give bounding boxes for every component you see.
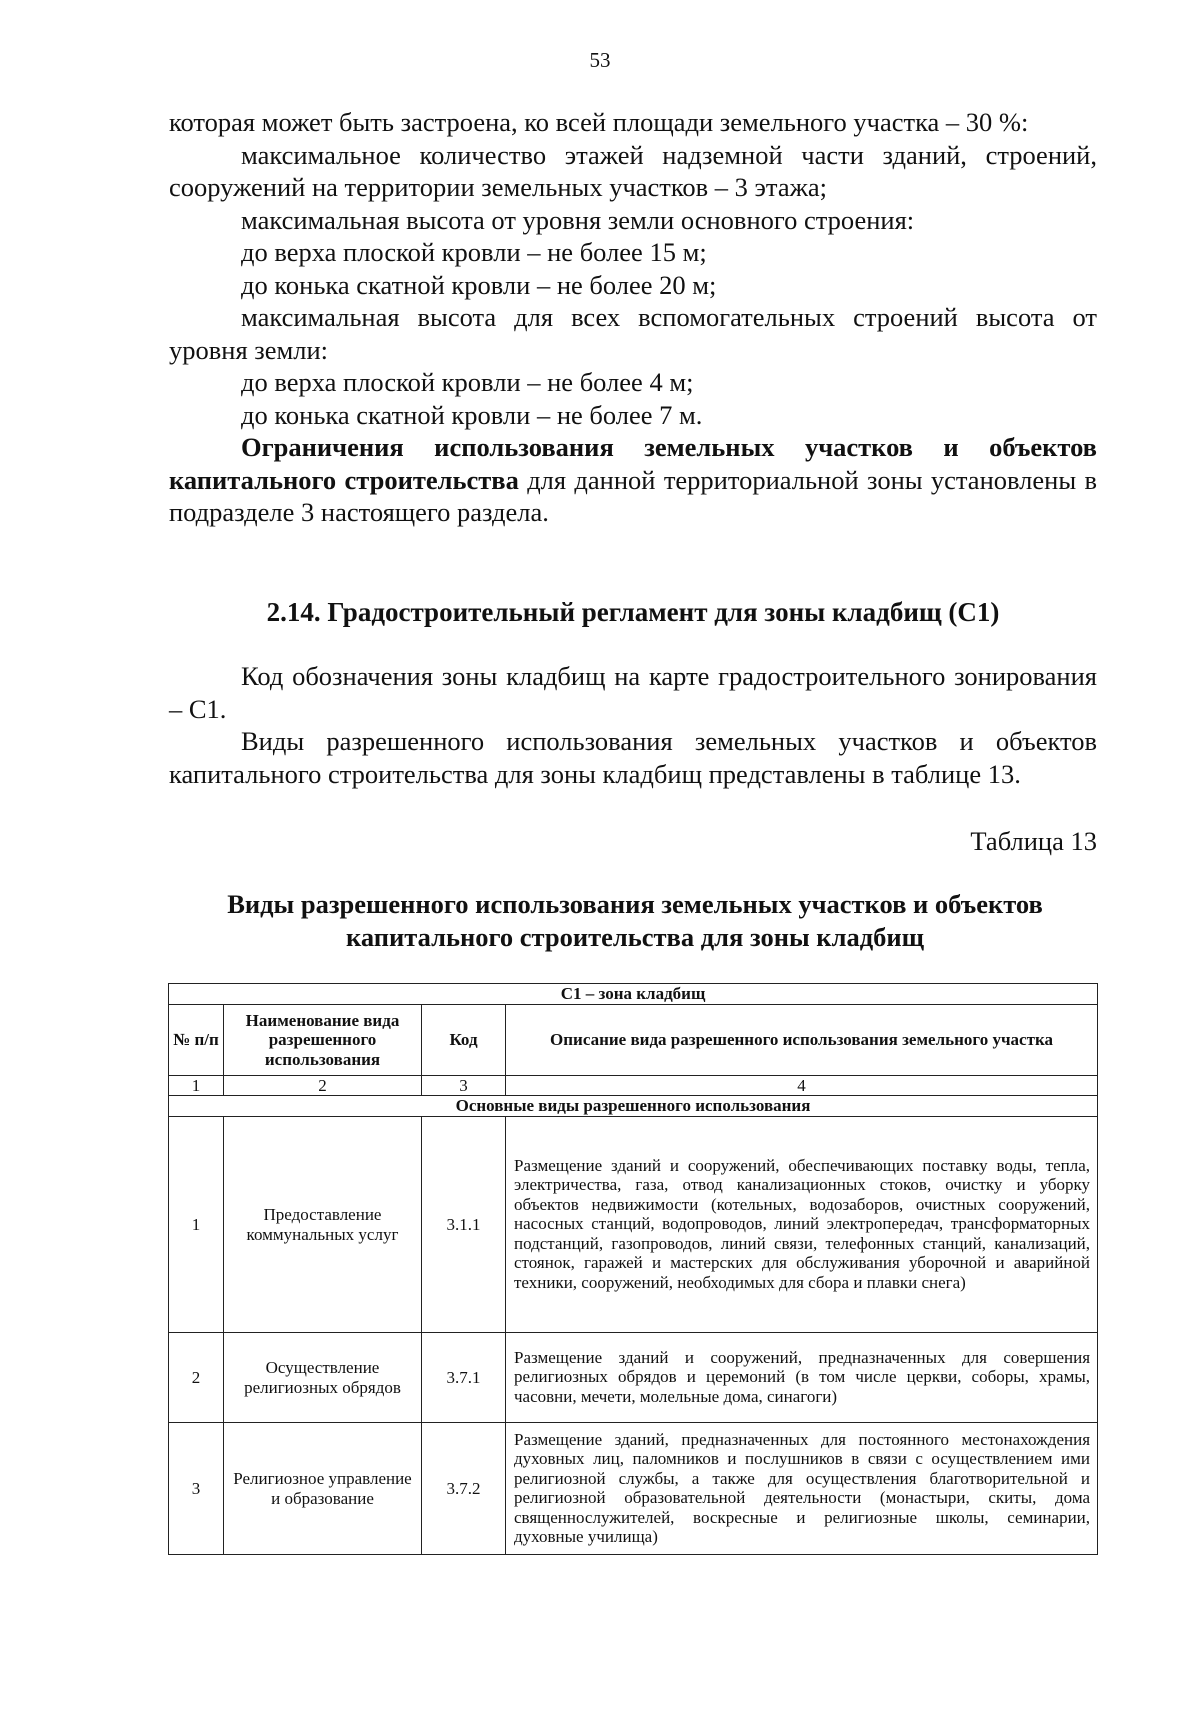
row-name: Предоставление коммунальных услуг	[224, 1117, 422, 1333]
table-title	[150, 888, 1120, 954]
zone-code-paragraph: Код обозначения зоны кладбищ на карте градостроительного зонирования – С1.	[169, 661, 1097, 724]
table-title-line-2: капитального строительства для зоны кладбищ	[345, 922, 924, 952]
intro-paragraph-6: максимальная высота для всех вспомогательных строений высота от уровня земли:	[169, 302, 1097, 365]
column-number-1: 1	[169, 1076, 224, 1096]
restrictions-paragraph	[169, 431, 1097, 529]
zone-title: С1 – зона кладбищ	[169, 984, 1098, 1005]
intro-paragraph-8: до конька скатной кровли – не более 7 м.	[241, 399, 703, 430]
restrictions-bold-text: Ограничения использования земельных участков и объектов капитального строительства	[169, 432, 1097, 495]
table-row	[169, 1117, 1098, 1333]
section-heading: 2.14. Градостроительный регламент для зоны кладбищ (С1)	[266, 597, 1000, 627]
row-description: Размещение зданий и сооружений, обеспечивающих поставку воды, тепла, электричества, газа, отвод канализационных стоков, очистку и уборку объектов недвижимости (котельных, водозаборов, очистных сооружений, насосных станций, водопроводов, линий электропередач, трансформаторных подстанций, газопроводов, линий связи, телефонных станций, канализаций, стоянок, гаражей и мастерских для обслуживания уборочной и аварийной техники, сооружений, необходимых для сбора и плавки снега)	[506, 1117, 1098, 1333]
row-code: 3.1.1	[422, 1117, 506, 1333]
row-code: 3.7.2	[422, 1423, 506, 1555]
header-name: Наименование вида разрешенного использования	[224, 1005, 422, 1076]
header-num: № п/п	[169, 1005, 224, 1076]
row-num: 1	[169, 1117, 224, 1333]
row-name: Религиозное управление и образование	[224, 1423, 422, 1555]
table-row	[169, 1423, 1098, 1555]
intro-paragraph-7: до верха плоской кровли – не более 4 м;	[241, 367, 694, 397]
header-description: Описание вида разрешенного использования земельного участка	[506, 1005, 1098, 1076]
land-use-table	[168, 983, 1098, 1555]
intro-paragraph-1: которая может быть застроена, ко всей площади земельного участка – 30 %:	[169, 107, 1029, 137]
intro-paragraph-4: до верха плоской кровли – не более 15 м;	[241, 237, 707, 267]
column-number-4: 4	[506, 1076, 1098, 1096]
row-code: 3.7.1	[422, 1333, 506, 1423]
row-description: Размещение зданий и сооружений, предназначенных для совершения религиозных обрядов и церемоний (в том числе церкви, соборы, храмы, часовни, мечети, молельные дома, синагоги)	[506, 1333, 1098, 1423]
page-number: 53	[589, 48, 611, 72]
row-name: Осуществление религиозных обрядов	[224, 1333, 422, 1423]
table-row	[169, 1333, 1098, 1423]
column-number-3: 3	[422, 1076, 506, 1096]
section-row-title: Основные виды разрешенного использования	[169, 1096, 1098, 1117]
table-reference-paragraph: Виды разрешенного использования земельных участков и объектов капитального строительства для зоны кладбищ представлены в таблице 13.	[169, 726, 1097, 789]
row-description: Размещение зданий, предназначенных для постоянного местонахождения духовных лиц, паломников и послушников в связи с осуществлением ими религиозной службы, а также для осуществления благотворительной и религиозной образовательной деятельности (монастыри, скиты, дома священнослужителей, воскресные и религиозные школы, семинарии, духовные училища)	[506, 1423, 1098, 1555]
table-title-line-1: Виды разрешенного использования земельных участков и объектов	[227, 889, 1043, 919]
row-num: 2	[169, 1333, 224, 1423]
section-text	[169, 660, 1097, 790]
row-num: 3	[169, 1423, 224, 1555]
intro-paragraph-2: максимальное количество этажей надземной части зданий, строений, сооружений на территории земельных участков – 3 этажа;	[169, 139, 1097, 202]
column-number-2: 2	[224, 1076, 422, 1096]
intro-paragraph-3: максимальная высота от уровня земли основного строения:	[241, 204, 915, 235]
intro-paragraph-5: до конька скатной кровли – не более 20 м;	[241, 269, 717, 300]
header-code: Код	[422, 1005, 506, 1076]
restrictions-rest-text: для данной территориальной зоны установлены в подразделе 3 настоящего раздела.	[169, 464, 1097, 527]
intro-text	[169, 106, 1097, 529]
table-label: Таблица 13	[970, 826, 1097, 856]
